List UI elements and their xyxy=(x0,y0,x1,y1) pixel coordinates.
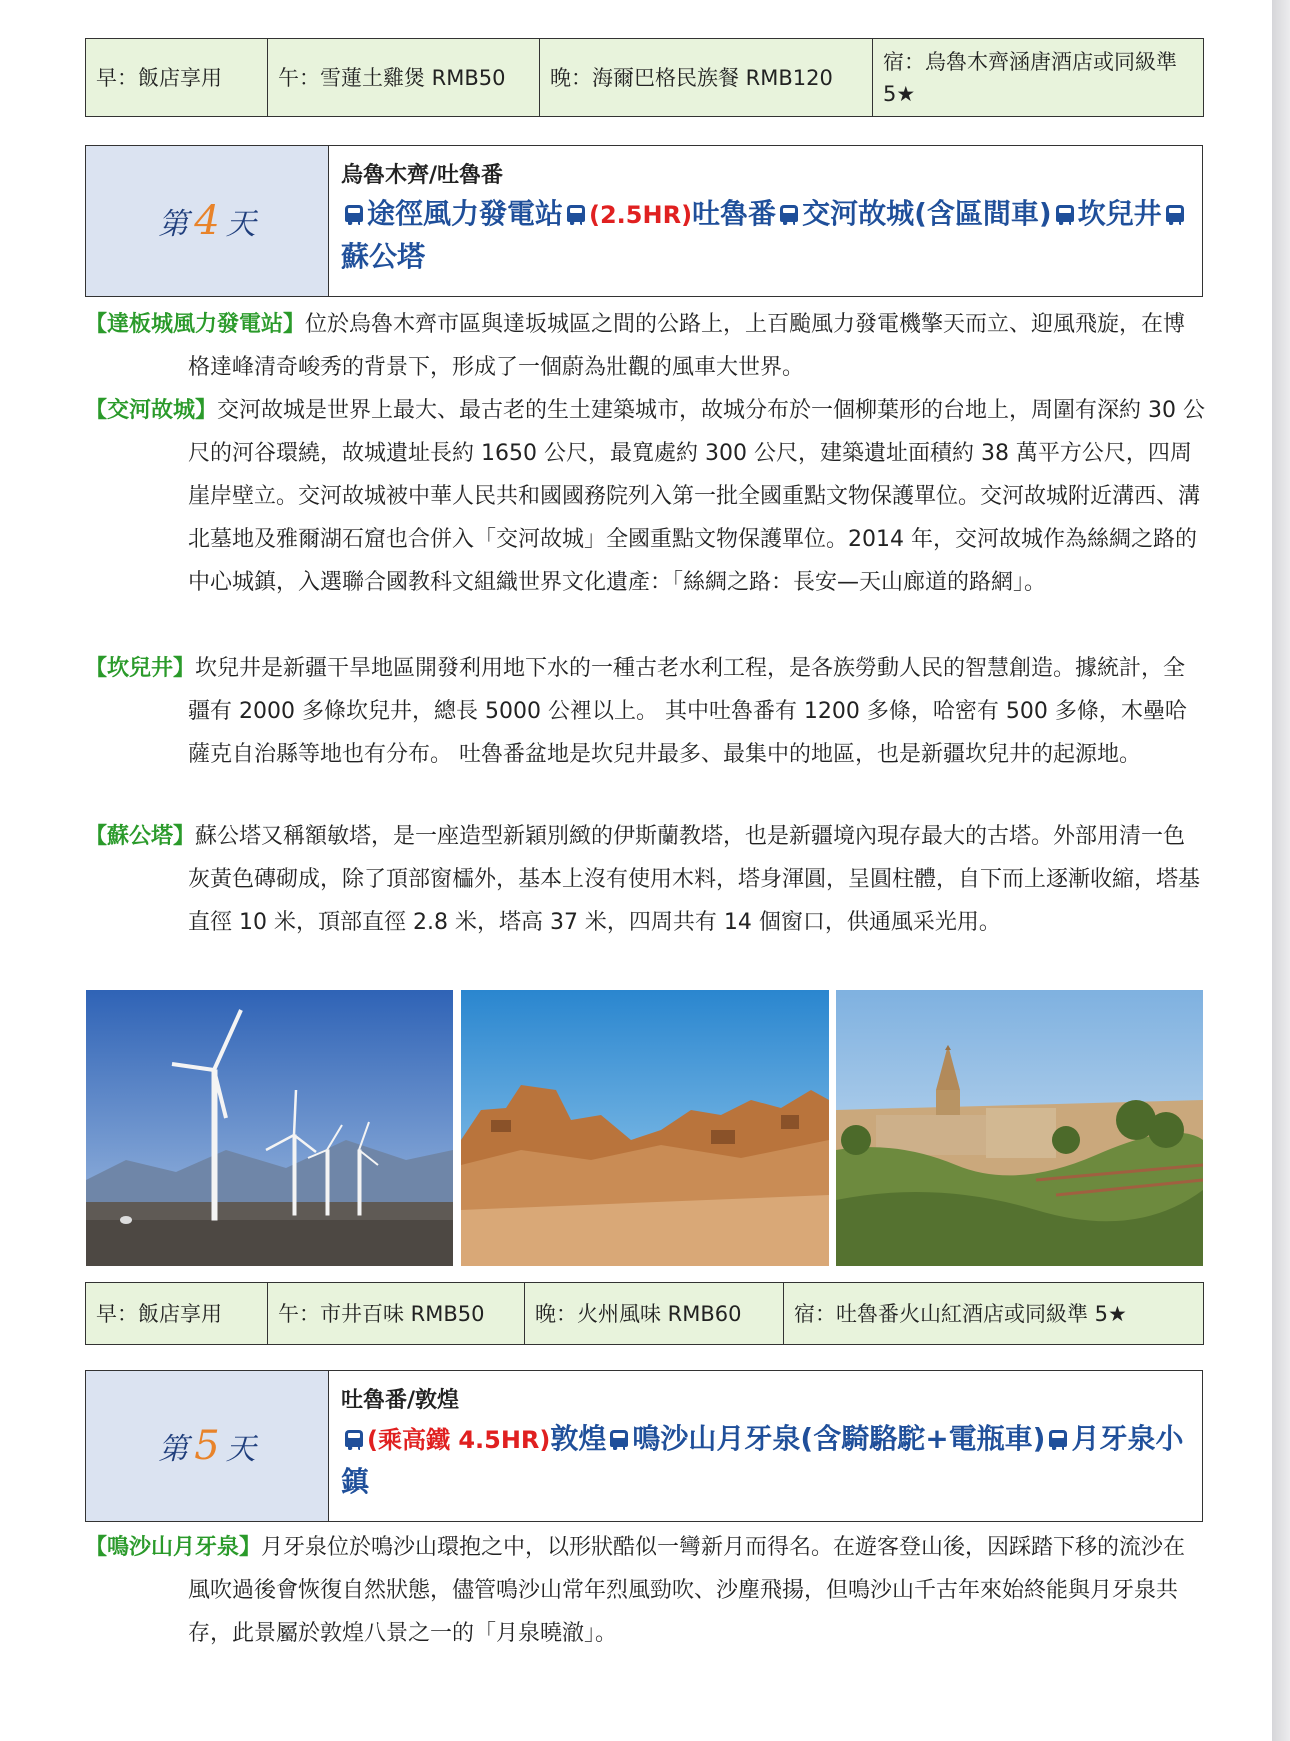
attraction-paragraph xyxy=(85,303,1205,389)
dinner-cell: 晚：海爾巴格民族餐 RMB120 xyxy=(540,39,873,117)
jiaohe-ruins-photo xyxy=(461,990,829,1266)
sugong-tower-photo xyxy=(836,990,1203,1266)
day4-route-info xyxy=(329,146,1202,296)
day5-label xyxy=(86,1371,329,1521)
attraction-name: 【達板城風力發電站】 xyxy=(85,312,306,337)
route-stop: 鳴沙山月牙泉(含騎駱駝+電瓶車) xyxy=(632,1422,1046,1455)
bus-icon xyxy=(1166,205,1184,222)
route-stop: 交河故城(含區間車) xyxy=(802,197,1052,230)
attraction-name: 【蘇公塔】 xyxy=(85,824,196,849)
breakfast-cell: 早：飯店享用 xyxy=(86,1283,268,1345)
day-number: 4 xyxy=(194,198,220,244)
route-stop: 蘇公塔 xyxy=(341,240,426,273)
route-title: 吐魯番/敦煌 xyxy=(341,1388,460,1413)
breakfast-cell: 早：飯店享用 xyxy=(86,39,268,117)
route-title: 烏魯木齊/吐魯番 xyxy=(341,163,504,188)
hotel-cell: 宿：烏魯木齊涵唐酒店或同級準 5★ xyxy=(873,39,1204,117)
day-suffix: 天 xyxy=(225,207,256,242)
attraction-text: 交河故城是世界上最大、最古老的生土建築城市，故城分布於一個柳葉形的台地上，周圍有深約 30 公尺的河谷環繞，故城遺址長約 1650 公尺，最寬處約 300 公尺，建築遺址面積約 38 萬平方公尺，四周崖岸壁立。交河故城被中華人民共和國國務院列入第一批全國重點文物保護單位。交河故城附近溝西、溝北墓地及雅爾湖石窟也合併入「交河故城」全國重點文物保護單位。2014 年，交河故城作為絲綢之路的中心城鎮，入選聯合國教科文組織世界文化遺產：「絲綢之路：長安—天山廊道的路網」。 xyxy=(188,398,1205,595)
day4-header xyxy=(85,145,1203,297)
bus-icon xyxy=(345,205,363,222)
route-stop: 月牙泉小鎮 xyxy=(341,1422,1184,1498)
day3-meal-table xyxy=(85,38,1204,117)
day-suffix: 天 xyxy=(225,1432,256,1467)
attraction-text: 蘇公塔又稱額敏塔，是一座造型新穎別緻的伊斯蘭教塔，也是新疆境內現存最大的古塔。外部用清一色灰黃色磚砌成，除了頂部窗櫺外，基本上沒有使用木料，塔身渾圓，呈圓柱體，自下而上逐漸收縮，塔基直徑 10 米，頂部直徑 2.8 米，塔高 37 米，四周共有 14 個窗口，供通風采光用。 xyxy=(188,824,1201,935)
day-prefix: 第 xyxy=(158,207,189,242)
attraction-name: 【坎兒井】 xyxy=(85,656,196,681)
hotel-cell: 宿：吐魯番火山紅酒店或同級準 5★ xyxy=(784,1283,1204,1345)
lunch-cell: 午：雪蓮土雞煲 RMB50 xyxy=(268,39,540,117)
day5-header xyxy=(85,1370,1203,1522)
wind-farm-photo xyxy=(86,990,453,1266)
route-stop: 途徑風力發電站 xyxy=(367,197,564,230)
day4-meal-table xyxy=(85,1282,1204,1345)
attraction-paragraph xyxy=(85,815,1205,944)
route-duration: (乘高鐵 4.5HR) xyxy=(367,1426,551,1454)
attraction-text: 位於烏魯木齊市區與達坂城區之間的公路上，上百颱風力發電機擎天而立、迎風飛旋，在博格達峰清奇峻秀的背景下，形成了一個蔚為壯觀的風車大世界。 xyxy=(188,312,1186,380)
day4-label xyxy=(86,146,329,296)
page-edge xyxy=(1272,0,1290,1741)
attraction-name: 【鳴沙山月牙泉】 xyxy=(85,1535,262,1560)
route-line xyxy=(341,193,1190,278)
bus-icon xyxy=(780,205,798,222)
dinner-cell: 晚：火州風味 RMB60 xyxy=(525,1283,784,1345)
bus-icon xyxy=(345,1430,363,1447)
attraction-name: 【交河故城】 xyxy=(85,398,218,423)
attraction-text: 月牙泉位於鳴沙山環抱之中，以形狀酷似一彎新月而得名。在遊客登山後，因踩踏下移的流沙在風吹過後會恢復自然狀態，儘管鳴沙山常年烈風勁吹、沙塵飛揚，但鳴沙山千古年來始終能與月牙泉共存，此景屬於敦煌八景之一的「月泉曉澈」。 xyxy=(188,1535,1186,1646)
route-duration: (2.5HR) xyxy=(589,201,693,229)
route-stop: 坎兒井 xyxy=(1077,197,1162,230)
attraction-paragraph xyxy=(85,1526,1205,1655)
lunch-cell: 午：市井百味 RMB50 xyxy=(268,1283,525,1345)
day-prefix: 第 xyxy=(158,1432,189,1467)
attraction-text: 坎兒井是新疆干旱地區開發利用地下水的一種古老水利工程，是各族勞動人民的智慧創造。據統計，全疆有 2000 多條坎兒井，總長 5000 公裡以上。 其中吐魯番有 1200 多條，哈密有 500 多條，木壘哈薩克自治縣等地也有分布。 吐魯番盆地是坎兒井最多、最集中的地區，也是新疆坎兒井的起源地。 xyxy=(188,656,1187,767)
bus-icon xyxy=(567,205,585,222)
bus-icon xyxy=(1049,1430,1067,1447)
attraction-paragraph xyxy=(85,389,1205,604)
attraction-paragraph xyxy=(85,647,1205,776)
bus-icon xyxy=(610,1430,628,1447)
day5-route-info xyxy=(329,1371,1202,1521)
route-stop: 吐魯番 xyxy=(692,197,777,230)
route-line xyxy=(341,1418,1190,1503)
route-stop: 敦煌 xyxy=(550,1422,607,1455)
day-number: 5 xyxy=(194,1423,220,1469)
bus-icon xyxy=(1056,205,1074,222)
